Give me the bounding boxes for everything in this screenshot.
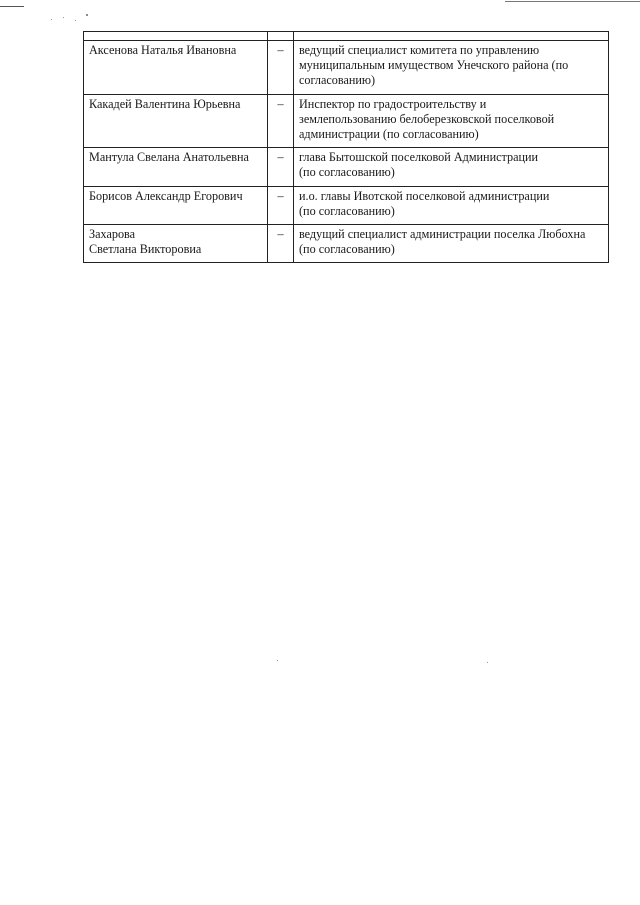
member-role-line: (по согласованию) <box>299 203 395 218</box>
table-row <box>84 148 609 186</box>
dash-separator: – <box>277 188 284 203</box>
member-role-line: муниципальным имуществом Унечского района (по <box>299 58 569 73</box>
member-role-line: согласованию) <box>299 73 376 88</box>
member-name-cell <box>84 225 268 263</box>
dash-separator: – <box>277 43 284 57</box>
dash-cell <box>268 41 294 95</box>
member-role-line: глава Бытошской поселковой Администрации <box>299 150 539 165</box>
member-name: Захарова <box>89 227 136 242</box>
member-role-cell <box>294 41 609 95</box>
header-cell-role <box>294 32 609 41</box>
dash-cell <box>268 148 294 186</box>
scan-speck <box>51 19 52 20</box>
member-name: Аксенова Наталья Ивановна <box>89 43 237 57</box>
member-role-line: (по согласованию) <box>299 165 395 180</box>
member-name-cell <box>84 94 268 148</box>
member-name: Борисов Александр Егорович <box>89 188 243 203</box>
member-role-line: (по согласованию) <box>299 242 395 257</box>
member-role-cell <box>294 186 609 224</box>
scan-speck <box>75 20 76 21</box>
dash-separator: – <box>277 227 284 242</box>
header-cell-name <box>84 32 268 41</box>
scan-speck <box>86 14 88 16</box>
member-name: Какадей Валентина Юрьевна <box>89 96 241 111</box>
table-row <box>84 94 609 148</box>
dash-separator: – <box>277 96 284 111</box>
members-table <box>83 31 609 263</box>
member-name: Мантула Свелана Анатольевна <box>89 150 249 165</box>
dash-cell <box>268 186 294 224</box>
member-role-line: Инспектор по градостроительству и <box>299 96 487 111</box>
scan-speck <box>63 17 64 18</box>
table-row <box>84 186 609 224</box>
member-role-line: администрации (по согласованию) <box>299 127 479 142</box>
dash-cell <box>268 94 294 148</box>
member-role-cell <box>294 148 609 186</box>
scan-edge-mark <box>0 6 24 7</box>
member-name-cell <box>84 148 268 186</box>
member-role-line: ведущий специалист администрации поселка Любохна <box>299 227 586 242</box>
scan-edge-mark <box>505 1 640 2</box>
member-name: Светлана Викторовиа <box>89 242 202 257</box>
member-role-line: ведущий специалист комитета по управлению <box>299 43 540 57</box>
dash-cell <box>268 225 294 263</box>
table-header-row <box>84 32 609 41</box>
scan-speck <box>487 662 488 663</box>
table-row <box>84 41 609 95</box>
member-role-line: землепользованию белоберезковской поселковой <box>299 111 555 126</box>
member-name-cell <box>84 186 268 224</box>
scan-speck <box>277 660 278 661</box>
header-cell-dash <box>268 32 294 41</box>
member-role-line: и.о. главы Ивотской поселковой администрации <box>299 188 550 203</box>
table-row <box>84 225 609 263</box>
dash-separator: – <box>277 150 284 165</box>
member-role-cell <box>294 94 609 148</box>
member-name-cell <box>84 41 268 95</box>
member-role-cell <box>294 225 609 263</box>
